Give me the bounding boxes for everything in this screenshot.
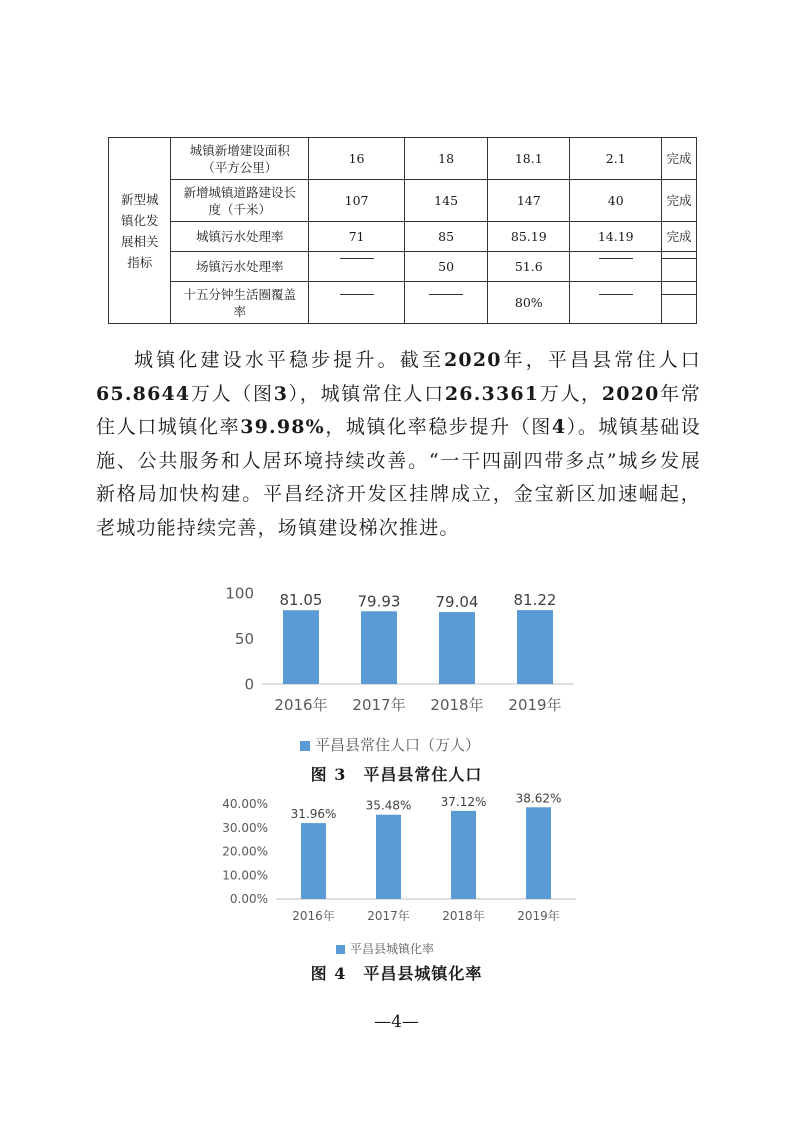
bold-run: 39.98% [240,416,325,438]
value-cell [309,252,405,282]
text-run: 年，平昌县常住人口 [501,349,701,371]
value-cell: 80% [488,282,570,324]
value-cell: 40 [570,180,662,222]
figure-4-caption: 图 4 平昌县城镇化率 [310,964,483,983]
data-label: 81.22 [513,591,557,610]
bold-run: 4 [551,416,567,438]
bold-run: 2020 [444,349,502,371]
data-label: 35.48% [365,798,412,813]
table-row [109,138,697,180]
legend-swatch [300,741,310,751]
data-label: 81.05 [279,591,323,610]
legend-label: 平昌县城镇化率 [350,942,435,956]
legend [300,736,480,754]
bold-run: 2020 [601,382,660,405]
value-cell [309,282,405,324]
y-tick-label: 20.00% [222,844,268,859]
bar [301,823,326,899]
status-cell [662,282,697,324]
text-run: 万人（图 [190,382,274,405]
bar [439,612,475,684]
bold-run: 65.8644 [96,382,191,405]
dash-mark [340,294,374,312]
table-row [109,282,697,324]
dash-mark [429,294,463,312]
text-run: ），城镇常住人口 [288,382,445,405]
data-label: 38.62% [515,791,562,806]
dash-mark [662,294,696,312]
y-tick-label: 50 [234,629,254,648]
dash-mark [340,258,374,276]
x-tick-label: 2017年 [367,909,410,923]
text-run: 城镇化建设水平稳步提升。截至 [134,349,445,371]
y-tick-label: 0 [244,675,254,694]
indicator-name: 城镇污水处理率 [171,222,309,252]
category-label: 新型城镇化发展相关指标 [120,191,159,270]
y-tick-label: 40.00% [222,797,268,812]
text-run: ）。城镇基础设施、公共服务和人居环境持续改善。“一干四副四带多点”城乡发展新格局加快构建。平昌经济开发区挂牌成立，金宝新区加速崛起，老城功能持续完善，场镇建设梯次推进。 [96,416,702,539]
status-cell: 完成 [662,222,697,252]
data-label: 31.96% [290,807,337,822]
x-tick-label: 2017年 [352,696,406,714]
bar [451,811,476,899]
text-run: 万人， [539,382,602,405]
legend-label: 平昌县常住人口（万人） [315,736,481,754]
value-cell: 14.19 [570,222,662,252]
y-tick-label: 100 [225,584,254,603]
text-run: ，城镇化率稳步提升（图 [324,416,552,438]
y-tick-label: 30.00% [222,820,268,835]
x-tick-label: 2019年 [508,696,562,714]
bar [376,815,401,899]
value-cell [405,282,488,324]
value-cell: 2.1 [570,138,662,180]
x-tick-label: 2018年 [442,909,485,923]
data-label: 79.04 [435,593,479,612]
bar [526,807,551,899]
table-row [109,252,697,282]
value-cell: 147 [488,180,570,222]
x-tick-label: 2016年 [292,909,335,923]
category-cell [109,138,171,324]
dash-mark [599,258,633,276]
dash-mark [599,294,633,312]
data-label: 37.12% [440,794,487,809]
table-row [109,180,697,222]
page-number: —4— [374,1012,419,1032]
y-tick-label: 10.00% [222,868,268,883]
bar [283,610,319,684]
value-cell: 18.1 [488,138,570,180]
legend [336,941,434,956]
population-bar-chart [0,570,793,760]
body-paragraph [96,344,701,545]
data-label: 79.93 [357,592,401,611]
text-run: 年常住人口城镇化率 [96,382,701,438]
value-cell: 16 [309,138,405,180]
figure-3-caption: 图 3 平昌县常住人口 [310,765,483,784]
bar [361,611,397,684]
value-cell [570,282,662,324]
indicator-name: 十五分钟生活圈覆盖率 [171,282,309,324]
dash-mark [662,258,696,276]
indicator-name: 城镇新增建设面积（平方公里） [171,138,309,180]
value-cell: 107 [309,180,405,222]
value-cell: 18 [405,138,488,180]
value-cell: 50 [405,252,488,282]
status-cell: 完成 [662,180,697,222]
x-tick-label: 2016年 [274,696,328,714]
status-cell: 完成 [662,138,697,180]
value-cell: 71 [309,222,405,252]
bold-run: 26.3361 [444,382,540,405]
legend-swatch [336,945,345,954]
indicator-name: 新增城镇道路建设长度（千米） [171,180,309,222]
bar [517,610,553,684]
value-cell: 145 [405,180,488,222]
y-tick-label: 0.00% [229,892,268,907]
status-cell [662,252,697,282]
urbanization-bar-chart [0,782,793,960]
indicator-table [108,137,697,324]
value-cell: 85 [405,222,488,252]
value-cell [570,252,662,282]
table-row [109,222,697,252]
bold-run: 3 [273,382,289,405]
x-tick-label: 2019年 [517,909,560,923]
paragraph-text [96,344,701,545]
value-cell: 85.19 [488,222,570,252]
indicator-name: 场镇污水处理率 [171,252,309,282]
x-tick-label: 2018年 [430,696,484,714]
value-cell: 51.6 [488,252,570,282]
